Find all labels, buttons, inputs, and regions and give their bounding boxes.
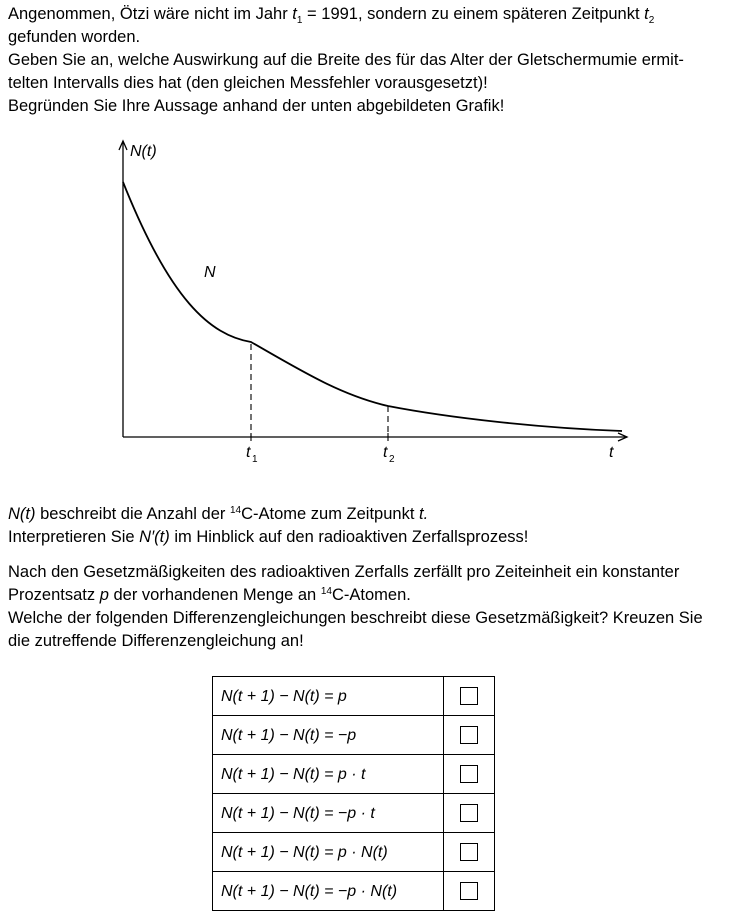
option-equation [213, 677, 444, 716]
option-checkbox[interactable] [460, 843, 478, 861]
task3-line1: Nach den Gesetzmäßigkeiten des radioaktiven Zerfalls zerfällt pro Zeiteinheit ein konstanter [8, 563, 680, 581]
option-checkbox-cell [444, 794, 495, 833]
task1-line-4: telten Intervalls dies hat (den gleichen Messfehler vorausgesetzt)! [8, 74, 488, 92]
equation-lhs: N(t + 1) − N(t) = [221, 882, 334, 900]
option-row [213, 794, 495, 833]
task2-line2-a: Interpretieren Sie [8, 528, 135, 546]
x-axis-label: t [609, 444, 614, 461]
task2-text [8, 503, 728, 549]
y-axis-arrow [119, 141, 127, 150]
equation-lhs: N(t + 1) − N(t) = [221, 843, 334, 861]
t1-label: t [246, 444, 251, 461]
option-row [213, 677, 495, 716]
task1-text: Angenommen, Ötzi wäre nicht im Jahr $t_1 = 1991$, sondern zu einem späteren Zeitpunkt $t_2$ gefunden worden. Geben Sie an, welche Auswirkung auf die Breite des für das Alter der Gletschermumie ermit- telten Intervalls dies hat (den gleichen Messfehler vorausgesetzt)! Begründen Sie Ihre Aussage anhand der unten abgebildeten Grafik! [8, 5, 684, 115]
equation-rhs: p · t [337, 765, 366, 783]
y-axis-label: N(t) [130, 143, 157, 160]
option-checkbox-cell [444, 677, 495, 716]
option-checkbox-cell [444, 716, 495, 755]
equation-lhs: N(t + 1) − N(t) = [221, 726, 334, 744]
option-checkbox[interactable] [460, 687, 478, 705]
option-checkbox[interactable] [460, 882, 478, 900]
equation-rhs: −p · N(t) [337, 882, 398, 900]
option-equation [213, 794, 444, 833]
difference-equation-table [212, 676, 495, 911]
option-row [213, 716, 495, 755]
equation-lhs: N(t + 1) − N(t) = [221, 687, 334, 705]
option-equation [213, 716, 444, 755]
task3-line4: die zutreffende Differenzengleichung an! [8, 632, 304, 650]
task3-line2-d: C-Atomen. [331, 586, 411, 604]
c14-sup-2: 14 [320, 586, 332, 597]
option-checkbox[interactable] [460, 726, 478, 744]
task3-text [8, 561, 728, 653]
option-checkbox-cell [444, 755, 495, 794]
equation-lhs: N(t + 1) − N(t) = [221, 765, 334, 783]
task3-line2-a: Prozentsatz [8, 586, 96, 604]
task1-line-1b: = 1991, sondern zu einem späteren Zeitpunkt [307, 5, 640, 23]
task2-line1-b: beschreibt die Anzahl der [40, 505, 226, 523]
n-of-t: N(t) [8, 505, 36, 523]
option-row [213, 872, 495, 911]
p-var: p [99, 586, 109, 604]
option-checkbox-cell [444, 872, 495, 911]
task1-line-5: Begründen Sie Ihre Aussage anhand der unten abgebildeten Grafik! [8, 97, 505, 115]
option-checkbox-cell [444, 833, 495, 872]
task1-line-1a: Angenommen, Ötzi wäre nicht im Jahr [8, 5, 288, 23]
task1-line-3: Geben Sie an, welche Auswirkung auf die Breite des für das Alter der Gletschermumie ermit- [8, 51, 684, 69]
curve-label: N [204, 264, 216, 281]
equation-rhs: p · N(t) [337, 843, 388, 861]
option-row [213, 833, 495, 872]
equation-rhs: −p · t [337, 804, 375, 822]
decay-curve [123, 182, 622, 431]
equation-rhs: −p [337, 726, 357, 744]
option-row [213, 755, 495, 794]
t1-label-sub: 1 [252, 454, 258, 465]
task3-line3: Welche der folgenden Differenzengleichungen beschreibt diese Gesetzmäßigkeit? Kreuzen Sie [8, 609, 703, 627]
c14-sup: 14 [229, 505, 242, 516]
option-equation [213, 755, 444, 794]
task1-line-2: gefunden worden. [8, 28, 141, 46]
t2-label: t [383, 444, 388, 461]
x-axis-arrow [618, 433, 627, 441]
option-equation [213, 872, 444, 911]
option-checkbox[interactable] [460, 804, 478, 822]
t-var: t. [419, 505, 429, 523]
task2-line2-c: im Hinblick auf den radioaktiven Zerfallsprozess! [174, 528, 529, 546]
n-prime-of-t: N′(t) [139, 528, 170, 546]
equation-lhs: N(t + 1) − N(t) = [221, 804, 334, 822]
t2-label-sub: 2 [389, 454, 395, 465]
option-equation [213, 833, 444, 872]
equation-rhs: p [337, 687, 347, 705]
task2-line1-c: C-Atome zum Zeitpunkt [241, 505, 415, 523]
task3-line2-c: der vorhandenen Menge an [113, 586, 317, 604]
option-checkbox[interactable] [460, 765, 478, 783]
